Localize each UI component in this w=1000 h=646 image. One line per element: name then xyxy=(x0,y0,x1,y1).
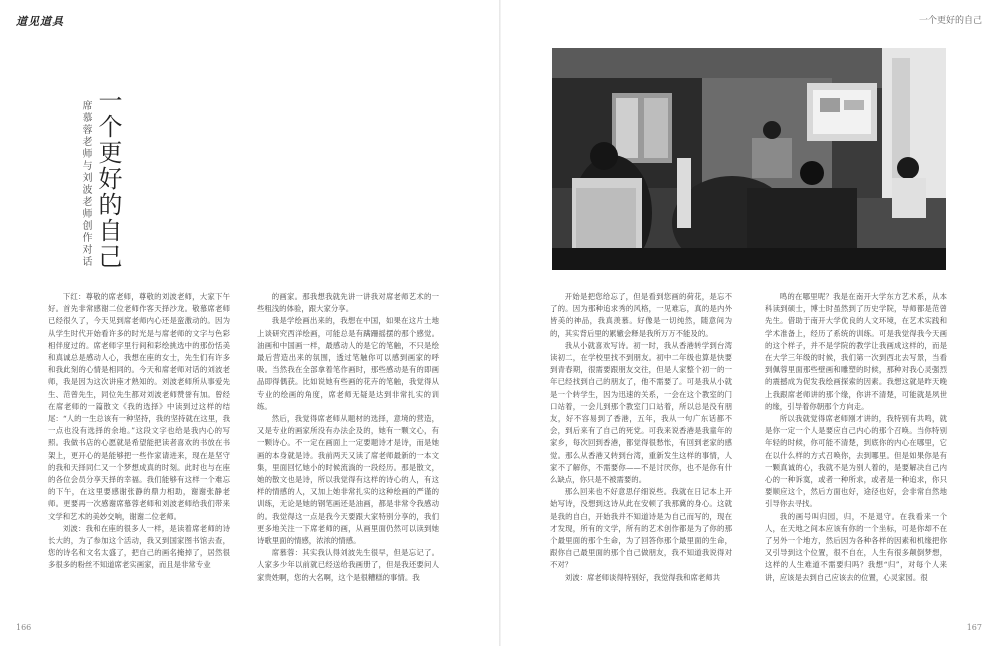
running-header-right: 一个更好的自己 xyxy=(918,16,982,26)
paragraph: 我是学绘画出来的，我想在中国，如果在这片土地上谈研究西洋绘画，可能总是有蹒跚摇摆的那个感觉。油画和中国画一样，最感动人的是它的笔触，不只是绘最后营造出来的氛围，透过笔触你可以感到画家的呼吸。当然我在全部拿着笔作画时，那些感动是有的即画品即得偶获。比如说她有些画的花卉的笔触，我觉得从专业的绘画的角度，席老师无疑是达到非常扎实的训练。 xyxy=(257,316,439,411)
paragraph: 我的画号叫归园，归，不是退守。在我看来一个人，在天地之间本应该有你的一个坐标，可是你却不在了另外一个地方，然后因为各种各样的因素和机缘把你又引导到这个位置，很不自在，人生有很多颠倒梦想，这样的人生难道不需要归吗？我想“归”，对每个人来讲，应该是去到自己应该去的位置，心灵家园。很 xyxy=(765,511,947,582)
classroom-photo xyxy=(552,48,946,270)
page-gutter xyxy=(499,0,501,646)
paragraph: 我从小就喜欢写诗。初一时，我从香港转学到台湾读初二，在学校里找不到朋友。初中二年级也算是快要到青春期，很需要跟朋友交往，但是人家整个初一的一年已经找到自己的朋友了，他不需要了。可是我从小就是一个转学生，因为迅速的关系，一会在这个教室的门口站着，一会儿到那个教室门口站着，所以总是没有朋友，好不容易到了香港，五年，我从一句广东话都不会，到后来有了自己的死党。可我来说香港是我童年的家乡，每次回到香港，都觉得很愁怅，有回到老家的感觉。那么从香港又转到台湾，重新发生这样的事情，人家不了解你，不需要你——不是讨厌你，也不是你有什么缺点，你只是不被需要的。 xyxy=(550,340,732,485)
paragraph: 席慕蓉：其实我认得刘波先生很早，但是忘记了。人家多少年以前就已经送给我画册了，但是我还要问人家贵姓啊，您的大名啊，这个是很糟糕的事情。我 xyxy=(257,548,439,582)
text-column-3 xyxy=(550,291,732,584)
paragraph: 的画家。那我想我就先讲一讲我对席老师艺术的一些粗浅的体验，跟大家分享。 xyxy=(257,292,439,314)
paragraph: 刘波：我和在座的很多人一样，是读着席老师的诗长大的，为了参加这个活动，我又到国家图书馆去查，您的诗名和文名太盛了，把自己的画名掩掉了，居然很多很多的粉丝不知道席老实画家，而且是非常专业 xyxy=(48,523,230,570)
article-title: 一个更好的自己 xyxy=(94,88,122,270)
article-title-block xyxy=(89,88,121,298)
text-column-2 xyxy=(257,291,439,584)
text-column-4 xyxy=(765,291,947,584)
paragraph: 下红：尊敬的席老师，尊敬的刘波老师，大家下午好。首先非常感谢二位老师作客天择沙龙。敬慕席老师已经很久了，今天见到席老师内心还是蛮激动的。因为从学生时代开始看许多的时光是与席老师的文字与色彩相伴度过的。席老师字里行间和彩绘挑选中的那份恬美和真诚总是感动人心，我想在座的女士，先生们有许多和我此刻的心情是相同的。今天和席老师对话的刘波老师，我是因为这次讲座才熟知的。刘波老师所从事爱先生、范曾先生，同位先生都对刘波老师赞誉有加。曾经在席老师的一篇散文《我的选择》中读到过这样的结尾：“人的一生总该有一种坚持，我的坚持就在这里，我一点也没有选择的余地。”这段文字也给是我内心的写照。我做书店的心愿就是希望能把读者喜欢的书放在书架上，更开心的是能够把一些作家请进来，现在是坚守的我和天择同仁又一个梦想成真的时刻。此时也与在座的各位会员分享天择的幸福。我们能够有这样一个难忘的下午，在这里要感谢张静的鼎力相助，谢谢张静老师。更要再一次感谢席慕蓉老师和刘波老师给我们带来文学和艺术的美妙交响，谢谢二位老师。 xyxy=(48,292,230,521)
page-number-right: 167 xyxy=(966,623,982,632)
page-number-left: 166 xyxy=(16,623,32,632)
paragraph: 刘波：席老师谈得特别好，我觉得我和席老师共 xyxy=(564,572,721,582)
article-subtitle: 席慕蓉老师与刘波老师创作对话 xyxy=(80,100,91,268)
text-column-1 xyxy=(48,291,230,572)
paragraph: 鸣的在哪里呢？我是在南开大学东方艺术系，从本科读到硕士，博士时虽然到了历史学院，导师都是范曾先生。借助于南开大学优良的人文环境，在艺术实践和学术准备上，经历了系统的训练。可是我觉得我今天画的这个样子，并不是学院的教学让我画成这样的，而是在大学三年级的时候，我们第一次到西北去写景，当看到佩蓉里面那些壁画和雕塑的时候，那种对我心灵强烈的震撼成为促发我绘画探索的因素。我想这就是昨天晚上我跟席老师讲的那个缘，你讲不清楚，可能就是夙世的缘，引导着你朝那个方向走。 xyxy=(765,292,947,411)
paragraph: 开始是把您给忘了，但是看到您画的荷花，是忘不了的。因为那种追求秀的风格，一见难忘，真的是内外皆美的神品，我真羡慕。好像是一切纯然，随意间为的，其实背后里的累辙会释是我所万万不能及的。 xyxy=(550,292,732,338)
running-header-left: 道见道具 xyxy=(16,15,64,28)
paragraph: 那么回来也不好意思仔细说些。我就在日记本上开始写诗，没想到这诗从此在安顿了我那冀的身心。这就是我的自白，开始我并不知道诗是为自己而写的，现在才发现，所有的文学，所有的艺术创作都是为了你的那个最里面的那个生命，为了回答你那个最里面的生命，跟你自己最里面的那个自己做朋友，我不知道我说得对不对？ xyxy=(550,487,732,570)
paragraph: 然后，我觉得席老师从题材的选择，意境的营造，又是专业的画家所没有办法企及的，她有一颗文心，有一颗诗心。不一定在画面上一定要题诗才是诗，而是她画的本身就是诗。我前两天又读了席老师最新的一本文集，里面回忆她小的时候流淌的一段经历。那是散文，她的散文也是诗，所以我觉得有这样的诗心的人，有这样的情感的人，又加上她非常扎实的这种绘画的严谨的训练，无论是她的钢笔画还是油画，都是非常令我感动的。我觉得这一点是我今天要跟大家特别分享的，我们更多地关注一下席老师的画，从画里面仍然可以读到她诗歌里面的情感，浓浓的情感。 xyxy=(257,414,439,546)
paragraph: 所以我就觉得席老师刚才讲的，我特别有共鸣，就是你一定一个人是要应自己内心的那个召唤。当你特别年轻的时候，你可能不清楚，到底你的内心在哪里，它在以什么样的方式召唤你，去到哪里。但是如果你是有一颗真诚的心，我就不是为别人着的，是要解决自己内心的一种诉寞，或者一种所求，或者是一种追求，你只要顺应这个，然后方面也好，途径也好，会非常自然地引导你去寻找。 xyxy=(765,414,947,509)
